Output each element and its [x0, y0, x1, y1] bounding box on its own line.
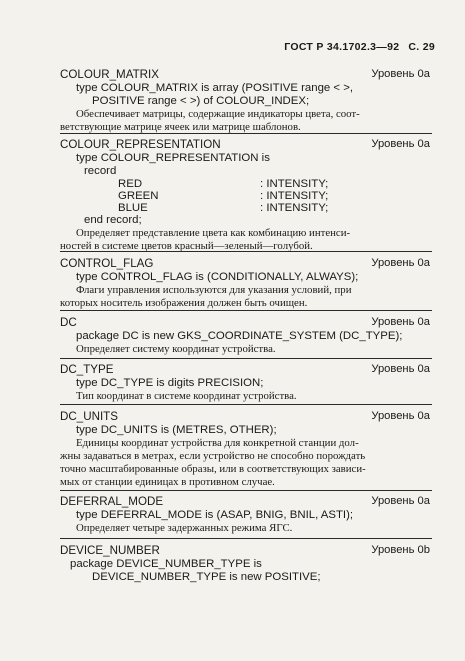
entry-device-number: [60, 544, 432, 584]
divider: [60, 404, 432, 405]
description: Определяет представление цвета как комбинацию интенси- ностей в системе цветов красный—зеленый—голубой.: [60, 227, 351, 252]
description: Флаги управления используются для указания условий, при которых носитель изображения должен быть очищен.: [60, 284, 352, 309]
entry-control-flag: [60, 257, 432, 310]
record-field: GREEN : INTENSITY;: [118, 190, 329, 202]
level-label: Уровень 0b: [371, 544, 430, 556]
level-label: Уровень 0a: [371, 363, 430, 375]
divider: [60, 310, 432, 311]
code-line: package DEVICE_NUMBER_TYPE is: [70, 558, 262, 570]
description: Единицы координат устройства для конкретной станции дол- жны задаваться в метрах, если устройство не способно порождать точно масштабированные образы, или в соответствующих зависи- мых от станции единицах в противном случае.: [60, 437, 366, 488]
page-header: [275, 41, 435, 53]
entry-dc-units: [60, 410, 432, 489]
code-line: type DC_TYPE is digits PRECISION;: [76, 377, 264, 389]
level-label: Уровень 0a: [371, 257, 430, 269]
description: Тип координат в системе координат устройства.: [76, 390, 297, 402]
divider: [60, 538, 432, 539]
code-line: DEVICE_NUMBER_TYPE is new POSITIVE;: [92, 571, 321, 583]
level-label: Уровень 0a: [371, 410, 430, 422]
entry-deferral-mode: [60, 495, 432, 535]
divider: [60, 358, 432, 359]
term-title: DC_TYPE: [60, 363, 114, 376]
entry-dc: [60, 316, 432, 356]
term-title: DEVICE_NUMBER: [60, 544, 160, 557]
code-line: type COLOUR_MATRIX is array (POSITIVE range < >,: [76, 82, 354, 94]
divider: [60, 490, 432, 491]
description: Определяет четыре задержанных режима ЯГС.: [76, 522, 293, 534]
code-line: POSITIVE range < >) of COLOUR_INDEX;: [92, 95, 310, 107]
code-line: type CONTROL_FLAG is (CONDITIONALLY, ALWAYS);: [76, 271, 359, 283]
divider: [60, 251, 432, 252]
code-line: package DC is new GKS_COORDINATE_SYSTEM (DC_TYPE);: [76, 330, 403, 342]
term-title: COLOUR_REPRESENTATION: [60, 138, 221, 151]
code-line: type COLOUR_REPRESENTATION is: [76, 152, 270, 164]
term-title: DC_UNITS: [60, 410, 118, 423]
term-title: DEFERRAL_MODE: [60, 495, 164, 508]
code-line: type DC_UNITS is (METRES, OTHER);: [76, 424, 277, 436]
term-title: DC: [60, 316, 77, 329]
term-title: COLOUR_MATRIX: [60, 68, 159, 81]
level-label: Уровень 0a: [371, 68, 430, 80]
level-label: Уровень 0a: [371, 495, 430, 507]
level-label: Уровень 0a: [371, 316, 430, 328]
code-line: end record;: [84, 214, 142, 226]
code-line: record: [84, 165, 117, 177]
entry-dc-type: [60, 363, 432, 403]
record-field: RED : INTENSITY;: [118, 178, 329, 190]
code-line: type DEFERRAL_MODE is (ASAP, BNIG, BNIL, ASTI);: [76, 509, 354, 521]
entry-colour-matrix: [60, 68, 432, 134]
page-number: С. 29: [408, 41, 435, 53]
divider: [60, 133, 432, 134]
description: Обеспечивает матрицы, содержащие индикаторы цвета, соот- ветствующие матрице ячеек или матрице шаблонов.: [60, 108, 360, 133]
standard-number: ГОСТ Р 34.1702.3—92: [284, 41, 400, 53]
record-fields: [60, 178, 432, 214]
description: Определяет систему координат устройства.: [76, 343, 276, 355]
record-field: BLUE : INTENSITY;: [118, 202, 329, 214]
term-title: CONTROL_FLAG: [60, 257, 154, 270]
entry-colour-representation: [60, 138, 432, 253]
level-label: Уровень 0a: [371, 138, 430, 150]
